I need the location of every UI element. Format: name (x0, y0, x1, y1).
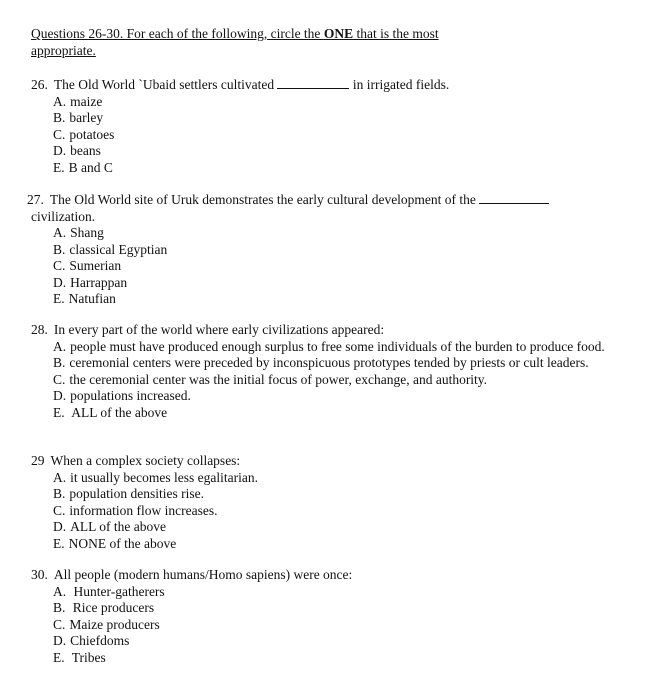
question-text: In every part of the world where early civilizations appeared: (53, 322, 385, 337)
question-stem (31, 76, 641, 94)
answer-blank (277, 76, 349, 89)
options-list (31, 584, 641, 667)
question-text: The Old World `Ubaid settlers cultivated (53, 77, 275, 92)
instructions-suffix: that is the most appropriate. (31, 26, 439, 58)
question-text: The Old World site of Uruk demonstrates the early cultural development of the (49, 192, 476, 207)
question-stem (27, 191, 637, 209)
question-stem (31, 567, 641, 584)
options-list (31, 470, 641, 553)
question-stem (31, 322, 641, 339)
question-number: 26. (31, 77, 48, 92)
option-e[interactable]: E. NONE of the above (53, 535, 177, 551)
option-c[interactable]: C. Maize producers (53, 616, 160, 632)
option-a[interactable]: A. maize (53, 93, 103, 109)
question-text-continued: civilization. (31, 208, 96, 224)
option-e[interactable]: E. Natufian (53, 291, 116, 306)
instructions-emphasis: ONE (323, 26, 354, 41)
options-list (31, 339, 641, 422)
option-d[interactable]: D. Harrappan (53, 274, 128, 290)
question-stem (31, 453, 641, 470)
answer-blank (479, 191, 549, 204)
question-27 (27, 191, 637, 308)
options-list (27, 225, 637, 308)
option-c[interactable]: C. information flow increases. (53, 502, 218, 518)
option-d[interactable]: D. beans (53, 143, 101, 158)
question-number: 27. (27, 192, 44, 207)
question-text-after: in irrigated fields. (352, 77, 450, 92)
question-number: 29 (31, 453, 45, 468)
question-30 (31, 567, 641, 666)
option-d[interactable]: D. Chiefdoms (53, 633, 130, 648)
option-d[interactable]: D. ALL of the above (53, 519, 166, 534)
option-c[interactable]: C. Sumerian (53, 258, 122, 273)
option-e[interactable]: E. B and C (53, 159, 113, 175)
question-26 (31, 76, 641, 176)
option-b[interactable]: B. classical Egyptian (53, 241, 168, 257)
option-d[interactable]: D. populations increased. (53, 388, 191, 403)
question-29 (31, 453, 641, 552)
option-c[interactable]: C. potatoes (53, 126, 115, 142)
option-a[interactable]: A. Shang (53, 225, 104, 240)
option-b[interactable]: B. population densities rise. (53, 486, 204, 501)
option-b[interactable]: B. Rice producers (53, 600, 155, 615)
option-a[interactable]: A. people must have produced enough surplus to free some individuals of the burden to produce food. (53, 338, 605, 354)
question-number: 28. (31, 322, 48, 337)
option-a[interactable]: A. it usually becomes less egalitarian. (53, 469, 258, 485)
question-number: 30. (31, 567, 48, 582)
question-text: When a complex society collapses: (50, 453, 241, 468)
option-b[interactable]: B. ceremonial centers were preceded by inconspicuous prototypes tended by priests or cult leaders. (53, 355, 589, 370)
instructions-prefix: Questions 26-30. For each of the following, circle the (31, 26, 324, 41)
question-text: All people (modern humans/Homo sapiens) were once: (53, 567, 353, 582)
option-e[interactable]: E. ALL of the above (53, 404, 168, 420)
option-a[interactable]: A. Hunter-gatherers (53, 583, 165, 599)
question-28 (31, 322, 641, 421)
instructions (31, 26, 481, 59)
options-list (31, 94, 641, 177)
option-e[interactable]: E. Tribes (53, 649, 106, 665)
option-c[interactable]: C. the ceremonial center was the initial focus of power, exchange, and authority. (53, 371, 488, 387)
option-b[interactable]: B. barley (53, 110, 104, 125)
